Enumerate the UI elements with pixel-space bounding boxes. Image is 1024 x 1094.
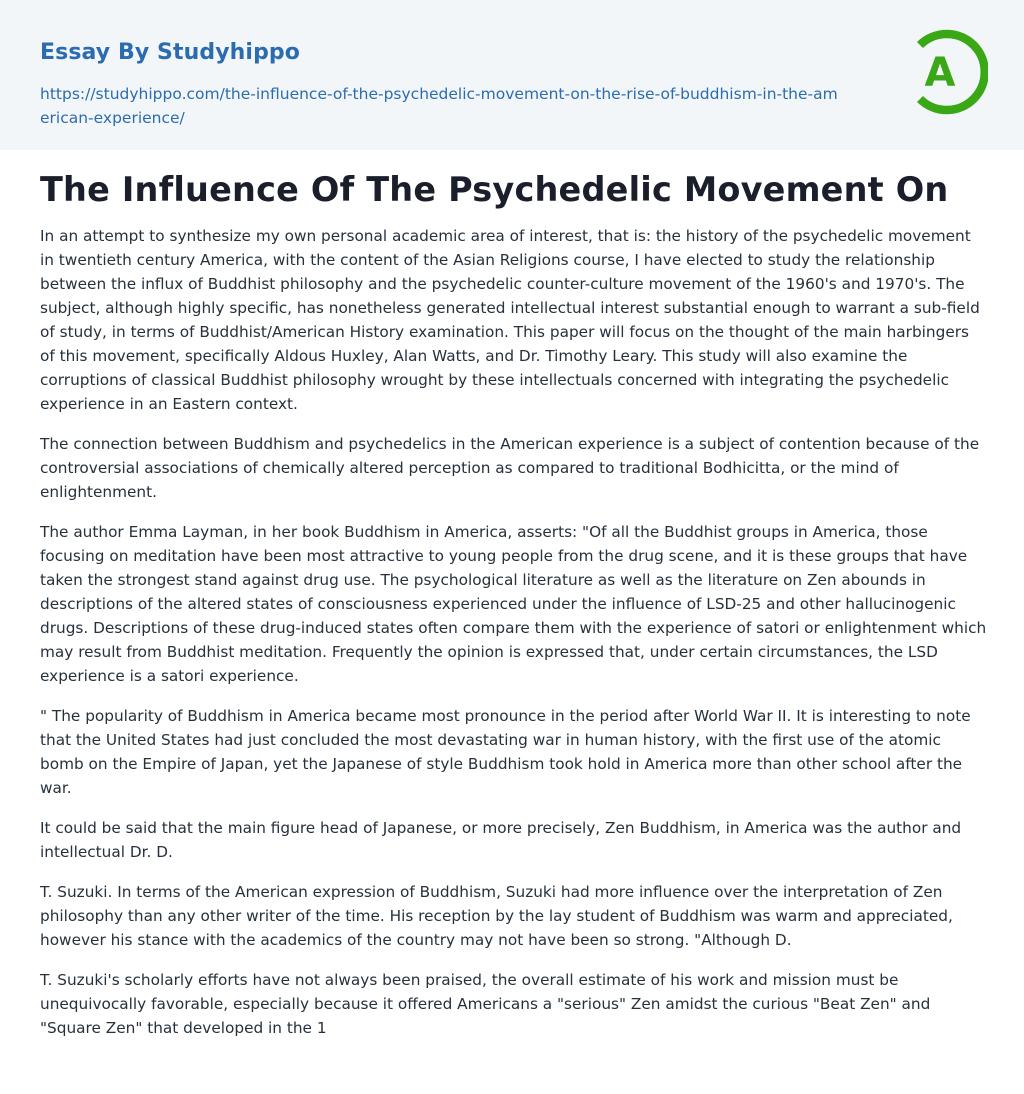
brand-title[interactable]: Essay By Studyhippo	[40, 40, 300, 65]
article	[40, 150, 988, 1040]
logo-ring-icon	[908, 29, 988, 115]
paragraph: " The popularity of Buddhism in America became most pronounce in the period after World War II. It is interesting to note that the United States had just concluded the most devastating war in human history, with the first use of the atomic bomb on the Empire of Japan, yet the Japanese of style Buddhism took hold in America more than other school after the war.	[40, 707, 971, 797]
logo-letter: A	[924, 50, 956, 96]
paragraph: T. Suzuki. In terms of the American expression of Buddhism, Suzuki had more influence over the interpretation of Zen philosophy than any other writer of the time. His reception by the lay student of Buddhism was warm and appreciated, however his stance with the academics of the country may not have been so strong. "Although D.	[40, 883, 953, 949]
essay-url-link[interactable]: https://studyhippo.com/the-influence-of-the-psychedelic-movement-on-the-rise-of-buddhism-in-the-american-experience/	[40, 85, 838, 127]
paragraph: The author Emma Layman, in her book Buddhism in America, asserts: "Of all the Buddhist groups in America, those focusing on meditation have been most attractive to young people from the drug scene, and it is these groups that have taken the strongest stand against drug use. The psychological literature as well as the literature on Zen abounds in descriptions of the altered states of consciousness experienced under the influence of LSD-25 and other hallucinogenic drugs. Descriptions of these drug-induced states often compare them with the experience of satori or enlightenment which may result from Buddhist meditation. Frequently the opinion is expressed that, under certain circumstances, the LSD experience is a satori experience.	[40, 523, 987, 685]
paragraph: In an attempt to synthesize my own personal academic area of interest, that is: the history of the psychedelic movement in twentieth century America, with the content of the Asian Religions course, I have elected to study the relationship between the influx of Buddhist philosophy and the psychedelic counter-culture movement of the 1960's and 1970's. The subject, although highly specific, has nonetheless generated intellectual interest substantial enough to warrant a sub-field of study, in terms of Buddhist/American History examination. This paper will focus on the thought of the main harbingers of this movement, specifically Aldous Huxley, Alan Watts, and Dr. Timothy Leary. This study will also examine the corruptions of classical Buddhist philosophy wrought by these intellectuals concerned with integrating the psychedelic experience in an Eastern context.	[40, 227, 980, 413]
site-header	[0, 0, 1024, 150]
paragraph: It could be said that the main figure head of Japanese, or more precisely, Zen Buddhism, in America was the author and intellectual Dr. D.	[40, 819, 962, 861]
paragraph: The connection between Buddhism and psychedelics in the American experience is a subject of contention because of the controversial associations of chemically altered perception as compared to traditional Bodhicitta, or the mind of enlightenment.	[40, 435, 980, 501]
page-title: The Influence Of The Psychedelic Movement On	[40, 170, 949, 209]
studyhippo-logo-icon[interactable]	[908, 29, 988, 115]
paragraph: T. Suzuki's scholarly efforts have not always been praised, the overall estimate of his work and mission must be unequivocally favorable, especially because it offered Americans a "serious" Zen amidst the curious "Beat Zen" and "Square Zen" that developed in the 1	[40, 971, 931, 1037]
